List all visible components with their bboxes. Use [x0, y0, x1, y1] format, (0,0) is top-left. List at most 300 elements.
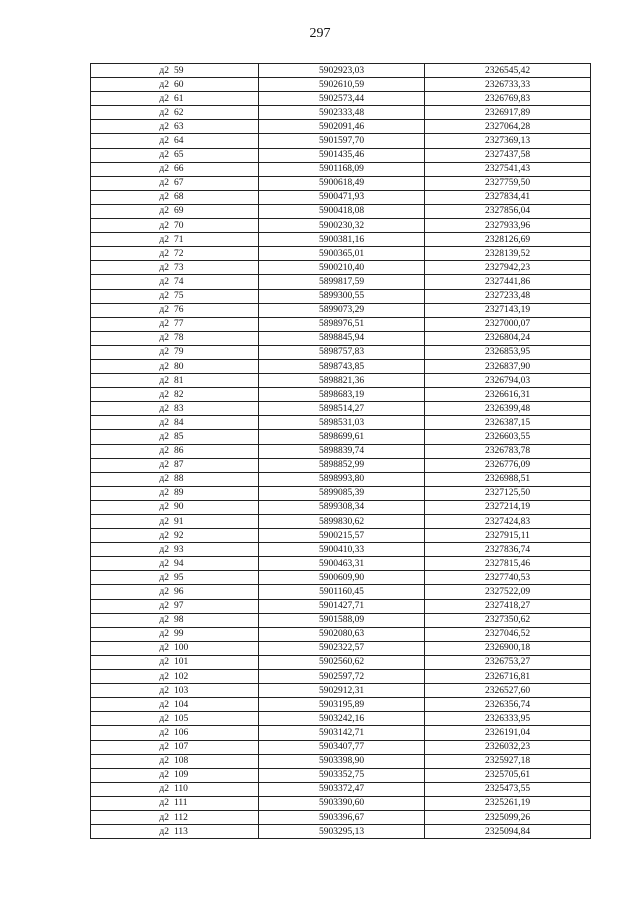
y-coordinate-cell: 2327740,53 [425, 571, 591, 585]
point-number: 85 [174, 431, 184, 442]
point-prefix: д2 [159, 671, 169, 682]
table-row [91, 120, 591, 134]
table-row [91, 289, 591, 303]
x-coordinate-cell: 5902923,03 [259, 64, 425, 78]
y-coordinate-cell: 2327815,46 [425, 557, 591, 571]
y-coordinate-cell: 2326776,09 [425, 458, 591, 472]
x-coordinate-cell: 5898757,83 [259, 345, 425, 359]
table-row [91, 796, 591, 810]
point-prefix: д2 [159, 615, 169, 626]
x-coordinate-cell: 5902091,46 [259, 120, 425, 134]
point-number: 89 [174, 488, 184, 499]
table-row [91, 486, 591, 500]
point-id-cell [91, 289, 259, 303]
point-id-cell [91, 585, 259, 599]
x-coordinate-cell: 5903195,89 [259, 698, 425, 712]
y-coordinate-cell: 2327046,52 [425, 627, 591, 641]
table-row [91, 106, 591, 120]
point-prefix: д2 [159, 248, 169, 259]
point-id-cell [91, 810, 259, 824]
x-coordinate-cell: 5903396,67 [259, 810, 425, 824]
y-coordinate-cell: 2326603,55 [425, 430, 591, 444]
point-number: 64 [174, 136, 184, 147]
point-number: 78 [174, 333, 184, 344]
y-coordinate-cell: 2327350,62 [425, 613, 591, 627]
point-id-cell [91, 275, 259, 289]
point-id-cell [91, 120, 259, 134]
x-coordinate-cell: 5903372,47 [259, 782, 425, 796]
point-id-cell [91, 726, 259, 740]
point-id-cell [91, 374, 259, 388]
x-coordinate-cell: 5902573,44 [259, 92, 425, 106]
x-coordinate-cell: 5902912,31 [259, 684, 425, 698]
x-coordinate-cell: 5902610,59 [259, 78, 425, 92]
x-coordinate-cell: 5903398,90 [259, 754, 425, 768]
point-prefix: д2 [159, 488, 169, 499]
point-id-cell [91, 754, 259, 768]
point-id-cell [91, 162, 259, 176]
y-coordinate-cell: 2326794,03 [425, 374, 591, 388]
point-prefix: д2 [159, 713, 169, 724]
y-coordinate-cell: 2326769,83 [425, 92, 591, 106]
y-coordinate-cell: 2326733,33 [425, 78, 591, 92]
point-prefix: д2 [159, 502, 169, 513]
x-coordinate-cell: 5900418,08 [259, 204, 425, 218]
point-prefix: д2 [159, 742, 169, 753]
point-number: 75 [174, 291, 184, 302]
point-number: 81 [174, 375, 184, 386]
point-number: 83 [174, 403, 184, 414]
x-coordinate-cell: 5899073,29 [259, 303, 425, 317]
table-row [91, 275, 591, 289]
point-number: 99 [174, 629, 184, 640]
table-row [91, 444, 591, 458]
y-coordinate-cell: 2326527,60 [425, 684, 591, 698]
point-id-cell [91, 712, 259, 726]
point-number: 68 [174, 192, 184, 203]
y-coordinate-cell: 2326753,27 [425, 655, 591, 669]
point-prefix: д2 [159, 431, 169, 442]
table-row [91, 641, 591, 655]
point-prefix: д2 [159, 516, 169, 527]
table-row [91, 726, 591, 740]
y-coordinate-cell: 2327369,13 [425, 134, 591, 148]
x-coordinate-cell: 5898976,51 [259, 317, 425, 331]
y-coordinate-cell: 2327424,83 [425, 515, 591, 529]
table-row [91, 388, 591, 402]
point-prefix: д2 [159, 643, 169, 654]
x-coordinate-cell: 5900215,57 [259, 529, 425, 543]
x-coordinate-cell: 5901427,71 [259, 599, 425, 613]
point-number: 88 [174, 474, 184, 485]
point-prefix: д2 [159, 79, 169, 90]
point-number: 84 [174, 417, 184, 428]
point-number: 87 [174, 460, 184, 471]
point-id-cell [91, 599, 259, 613]
point-number: 67 [174, 178, 184, 189]
table-row [91, 247, 591, 261]
table-row [91, 148, 591, 162]
y-coordinate-cell: 2326032,23 [425, 740, 591, 754]
point-number: 73 [174, 262, 184, 273]
point-number: 97 [174, 601, 184, 612]
point-number: 92 [174, 530, 184, 541]
x-coordinate-cell: 5899085,39 [259, 486, 425, 500]
table-row [91, 670, 591, 684]
point-number: 108 [174, 756, 189, 767]
point-prefix: д2 [159, 826, 169, 837]
table-row [91, 810, 591, 824]
x-coordinate-cell: 5902080,63 [259, 627, 425, 641]
x-coordinate-cell: 5899830,62 [259, 515, 425, 529]
point-prefix: д2 [159, 417, 169, 428]
point-prefix: д2 [159, 150, 169, 161]
point-number: 110 [174, 784, 188, 795]
point-prefix: д2 [159, 276, 169, 287]
point-id-cell [91, 402, 259, 416]
point-number: 80 [174, 361, 184, 372]
point-number: 96 [174, 587, 184, 598]
x-coordinate-cell: 5900471,93 [259, 190, 425, 204]
x-coordinate-cell: 5898821,36 [259, 374, 425, 388]
point-number: 109 [174, 770, 189, 781]
x-coordinate-cell: 5903352,75 [259, 768, 425, 782]
table-row [91, 78, 591, 92]
point-id-cell [91, 515, 259, 529]
y-coordinate-cell: 2326804,24 [425, 331, 591, 345]
x-coordinate-cell: 5898852,99 [259, 458, 425, 472]
table-row [91, 585, 591, 599]
coordinates-table-body [91, 64, 591, 839]
point-prefix: д2 [159, 361, 169, 372]
y-coordinate-cell: 2325094,84 [425, 825, 591, 839]
table-row [91, 176, 591, 190]
point-prefix: д2 [159, 178, 169, 189]
point-id-cell [91, 655, 259, 669]
point-prefix: д2 [159, 474, 169, 485]
point-id-cell [91, 416, 259, 430]
x-coordinate-cell: 5900230,32 [259, 219, 425, 233]
point-number: 63 [174, 121, 184, 132]
y-coordinate-cell: 2326837,90 [425, 359, 591, 373]
point-id-cell [91, 627, 259, 641]
point-number: 70 [174, 220, 184, 231]
x-coordinate-cell: 5901160,45 [259, 585, 425, 599]
point-prefix: д2 [159, 305, 169, 316]
point-prefix: д2 [159, 291, 169, 302]
point-prefix: д2 [159, 558, 169, 569]
point-prefix: д2 [159, 206, 169, 217]
y-coordinate-cell: 2325261,19 [425, 796, 591, 810]
point-prefix: д2 [159, 770, 169, 781]
point-prefix: д2 [159, 234, 169, 245]
point-prefix: д2 [159, 262, 169, 273]
y-coordinate-cell: 2325927,18 [425, 754, 591, 768]
point-prefix: д2 [159, 403, 169, 414]
x-coordinate-cell: 5903407,77 [259, 740, 425, 754]
point-number: 103 [174, 685, 189, 696]
point-number: 95 [174, 572, 184, 583]
y-coordinate-cell: 2326853,95 [425, 345, 591, 359]
table-row [91, 64, 591, 78]
point-prefix: д2 [159, 446, 169, 457]
point-prefix: д2 [159, 164, 169, 175]
point-number: 111 [174, 798, 188, 809]
point-number: 77 [174, 319, 184, 330]
point-id-cell [91, 641, 259, 655]
page-number: 297 [309, 26, 331, 41]
table-row [91, 825, 591, 839]
point-id-cell [91, 345, 259, 359]
point-prefix: д2 [159, 601, 169, 612]
point-number: 60 [174, 79, 184, 90]
y-coordinate-cell: 2326387,15 [425, 416, 591, 430]
y-coordinate-cell: 2327441,86 [425, 275, 591, 289]
y-coordinate-cell: 2327836,74 [425, 543, 591, 557]
x-coordinate-cell: 5903142,71 [259, 726, 425, 740]
point-prefix: д2 [159, 784, 169, 795]
table-row [91, 740, 591, 754]
point-number: 69 [174, 206, 184, 217]
point-id-cell [91, 472, 259, 486]
point-id-cell [91, 543, 259, 557]
table-row [91, 219, 591, 233]
table-row [91, 515, 591, 529]
y-coordinate-cell: 2327064,28 [425, 120, 591, 134]
x-coordinate-cell: 5899817,59 [259, 275, 425, 289]
point-number: 79 [174, 347, 184, 358]
point-id-cell [91, 825, 259, 839]
point-prefix: д2 [159, 629, 169, 640]
point-number: 82 [174, 389, 184, 400]
table-row [91, 599, 591, 613]
point-number: 62 [174, 107, 184, 118]
point-prefix: д2 [159, 460, 169, 471]
x-coordinate-cell: 5901597,70 [259, 134, 425, 148]
x-coordinate-cell: 5900381,16 [259, 233, 425, 247]
point-prefix: д2 [159, 587, 169, 598]
table-row [91, 782, 591, 796]
table-row [91, 204, 591, 218]
table-row [91, 317, 591, 331]
point-id-cell [91, 64, 259, 78]
point-prefix: д2 [159, 657, 169, 668]
table-row [91, 359, 591, 373]
table-row [91, 698, 591, 712]
point-number: 66 [174, 164, 184, 175]
point-prefix: д2 [159, 93, 169, 104]
point-number: 104 [174, 699, 189, 710]
table-row [91, 331, 591, 345]
table-row [91, 261, 591, 275]
point-number: 65 [174, 150, 184, 161]
point-number: 106 [174, 727, 189, 738]
x-coordinate-cell: 5898743,85 [259, 359, 425, 373]
y-coordinate-cell: 2327915,11 [425, 529, 591, 543]
point-id-cell [91, 500, 259, 514]
point-prefix: д2 [159, 347, 169, 358]
point-prefix: д2 [159, 530, 169, 541]
y-coordinate-cell: 2327541,43 [425, 162, 591, 176]
y-coordinate-cell: 2326917,89 [425, 106, 591, 120]
point-prefix: д2 [159, 389, 169, 400]
table-row [91, 430, 591, 444]
y-coordinate-cell: 2325099,26 [425, 810, 591, 824]
point-number: 98 [174, 615, 184, 626]
y-coordinate-cell: 2328139,52 [425, 247, 591, 261]
point-number: 74 [174, 276, 184, 287]
point-number: 59 [174, 65, 184, 76]
point-id-cell [91, 571, 259, 585]
table-row [91, 190, 591, 204]
point-prefix: д2 [159, 220, 169, 231]
point-id-cell [91, 190, 259, 204]
table-row [91, 374, 591, 388]
y-coordinate-cell: 2327214,19 [425, 500, 591, 514]
point-id-cell [91, 684, 259, 698]
y-coordinate-cell: 2327834,41 [425, 190, 591, 204]
table-row [91, 92, 591, 106]
table-row [91, 233, 591, 247]
table-row [91, 134, 591, 148]
y-coordinate-cell: 2327942,23 [425, 261, 591, 275]
point-id-cell [91, 303, 259, 317]
x-coordinate-cell: 5903242,16 [259, 712, 425, 726]
y-coordinate-cell: 2327856,04 [425, 204, 591, 218]
table-row [91, 571, 591, 585]
point-number: 112 [174, 812, 188, 823]
y-coordinate-cell: 2326616,31 [425, 388, 591, 402]
point-number: 113 [174, 826, 188, 837]
y-coordinate-cell: 2326356,74 [425, 698, 591, 712]
point-prefix: д2 [159, 333, 169, 344]
x-coordinate-cell: 5899300,55 [259, 289, 425, 303]
point-number: 107 [174, 742, 189, 753]
y-coordinate-cell: 2326191,04 [425, 726, 591, 740]
y-coordinate-cell: 2327143,19 [425, 303, 591, 317]
table-row [91, 754, 591, 768]
point-id-cell [91, 331, 259, 345]
x-coordinate-cell: 5902597,72 [259, 670, 425, 684]
table-row [91, 303, 591, 317]
point-id-cell [91, 740, 259, 754]
x-coordinate-cell: 5903390,60 [259, 796, 425, 810]
point-prefix: д2 [159, 192, 169, 203]
y-coordinate-cell: 2328126,69 [425, 233, 591, 247]
x-coordinate-cell: 5898993,80 [259, 472, 425, 486]
x-coordinate-cell: 5900609,90 [259, 571, 425, 585]
point-id-cell [91, 233, 259, 247]
table-row [91, 627, 591, 641]
table-row [91, 345, 591, 359]
coordinates-table [90, 63, 591, 839]
point-id-cell [91, 219, 259, 233]
table-row [91, 557, 591, 571]
point-id-cell [91, 698, 259, 712]
table-row [91, 655, 591, 669]
table-row [91, 543, 591, 557]
point-prefix: д2 [159, 812, 169, 823]
x-coordinate-cell: 5898514,27 [259, 402, 425, 416]
point-prefix: д2 [159, 699, 169, 710]
x-coordinate-cell: 5901435,46 [259, 148, 425, 162]
point-prefix: д2 [159, 572, 169, 583]
x-coordinate-cell: 5898839,74 [259, 444, 425, 458]
y-coordinate-cell: 2326545,42 [425, 64, 591, 78]
point-number: 76 [174, 305, 184, 316]
point-id-cell [91, 148, 259, 162]
point-id-cell [91, 782, 259, 796]
point-id-cell [91, 359, 259, 373]
point-prefix: д2 [159, 375, 169, 386]
point-id-cell [91, 134, 259, 148]
point-id-cell [91, 796, 259, 810]
point-id-cell [91, 106, 259, 120]
x-coordinate-cell: 5900210,40 [259, 261, 425, 275]
table-row [91, 712, 591, 726]
y-coordinate-cell: 2327233,48 [425, 289, 591, 303]
table-row [91, 529, 591, 543]
x-coordinate-cell: 5898699,61 [259, 430, 425, 444]
point-prefix: д2 [159, 319, 169, 330]
y-coordinate-cell: 2326333,95 [425, 712, 591, 726]
y-coordinate-cell: 2327437,58 [425, 148, 591, 162]
x-coordinate-cell: 5902560,62 [259, 655, 425, 669]
point-id-cell [91, 388, 259, 402]
y-coordinate-cell: 2326716,81 [425, 670, 591, 684]
point-id-cell [91, 247, 259, 261]
point-prefix: д2 [159, 685, 169, 696]
point-id-cell [91, 261, 259, 275]
y-coordinate-cell: 2327759,50 [425, 176, 591, 190]
point-id-cell [91, 557, 259, 571]
point-prefix: д2 [159, 121, 169, 132]
x-coordinate-cell: 5902333,48 [259, 106, 425, 120]
point-id-cell [91, 317, 259, 331]
point-prefix: д2 [159, 756, 169, 767]
point-number: 71 [174, 234, 184, 245]
y-coordinate-cell: 2325473,55 [425, 782, 591, 796]
point-id-cell [91, 458, 259, 472]
y-coordinate-cell: 2325705,61 [425, 768, 591, 782]
x-coordinate-cell: 5900463,31 [259, 557, 425, 571]
point-prefix: д2 [159, 544, 169, 555]
point-number: 86 [174, 446, 184, 457]
point-id-cell [91, 529, 259, 543]
y-coordinate-cell: 2327418,27 [425, 599, 591, 613]
y-coordinate-cell: 2326900,18 [425, 641, 591, 655]
point-number: 61 [174, 93, 184, 104]
y-coordinate-cell: 2326399,48 [425, 402, 591, 416]
point-id-cell [91, 670, 259, 684]
x-coordinate-cell: 5900618,49 [259, 176, 425, 190]
x-coordinate-cell: 5901588,09 [259, 613, 425, 627]
y-coordinate-cell: 2327522,09 [425, 585, 591, 599]
point-id-cell [91, 768, 259, 782]
point-id-cell [91, 444, 259, 458]
point-number: 94 [174, 558, 184, 569]
point-prefix: д2 [159, 65, 169, 76]
point-number: 105 [174, 713, 189, 724]
table-row [91, 162, 591, 176]
table-row [91, 613, 591, 627]
point-id-cell [91, 204, 259, 218]
point-id-cell [91, 78, 259, 92]
x-coordinate-cell: 5898683,19 [259, 388, 425, 402]
point-id-cell [91, 92, 259, 106]
x-coordinate-cell: 5898531,03 [259, 416, 425, 430]
table-row [91, 500, 591, 514]
